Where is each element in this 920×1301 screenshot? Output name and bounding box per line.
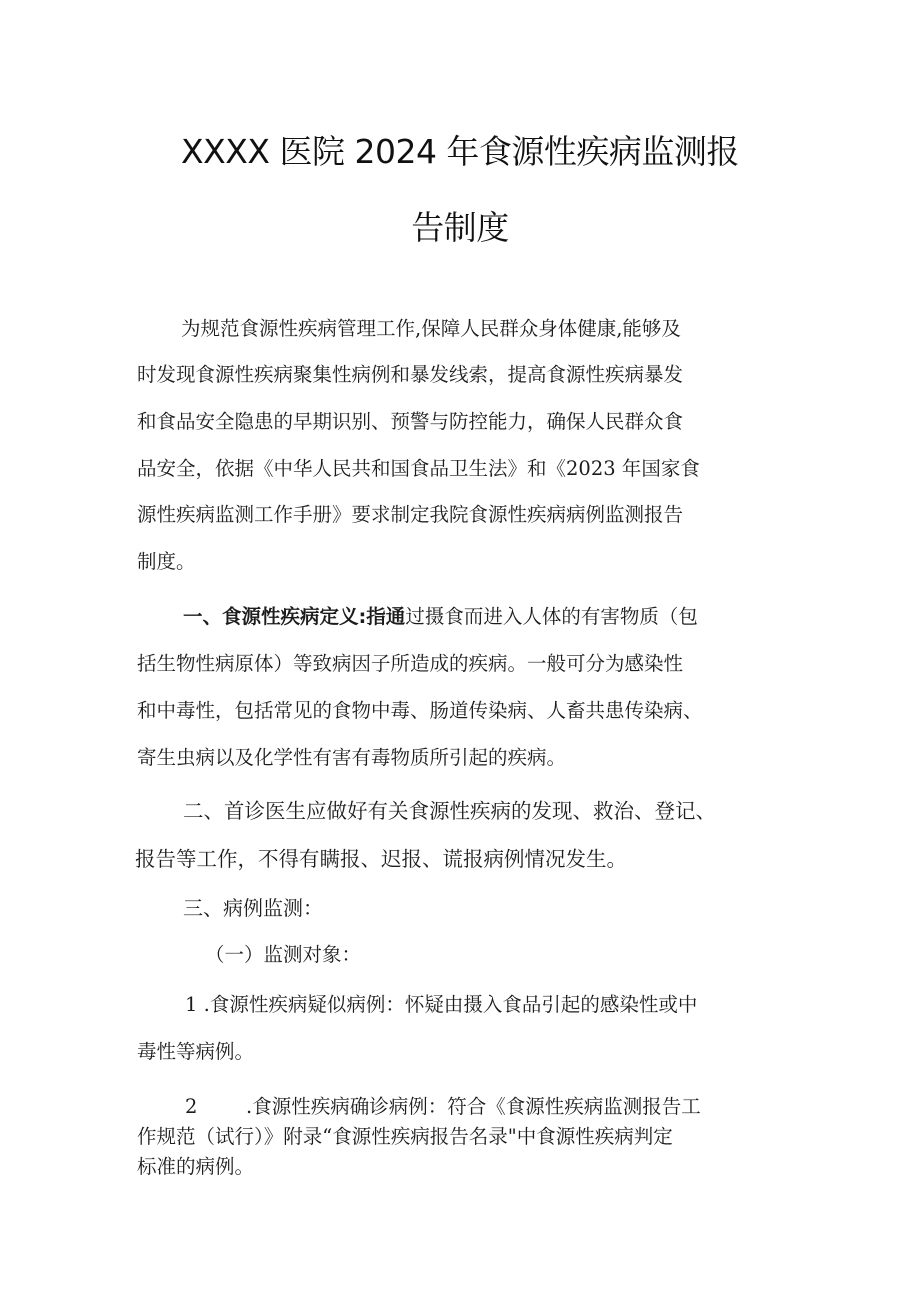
section1-line: 和中毒性，包括常见的食物中毒、肠道传染病、人畜共患传染病、 — [137, 699, 703, 722]
section2-line: 二、首诊医生应做好有关食源性疾病的发现、救治、登记、 — [183, 799, 716, 823]
item1-number: 1 — [185, 993, 198, 1016]
intro-line: 和食品安全隐患的早期识别、预警与防控能力，确保人民群众食 — [137, 410, 684, 433]
intro-line: 为规范食源性疾病管理工作,保障人民群众身体健康,能够及 — [181, 317, 681, 340]
section1-line: 寄生虫病以及化学性有害有毒物质所引起的疾病。 — [137, 746, 567, 769]
section3-heading: 三、病例监测： — [183, 896, 323, 920]
item2-number: 2 — [185, 1095, 198, 1118]
section1-heading: 一、食源性疾病定义:指通 — [183, 605, 406, 628]
document-title-line1: XXXX 医院 2024 年食源性疾病监测报 — [181, 132, 739, 171]
intro-line: 制度。 — [137, 550, 196, 573]
section2-line: 报告等工作，不得有瞒报、迟报、谎报病例情况发生。 — [135, 847, 627, 871]
item1-first-line — [185, 991, 697, 1019]
section1-line: 括生物性病原体）等致病因子所造成的疾病。一般可分为感染性 — [137, 652, 684, 675]
item2-line: .食源性疾病确诊病例：符合《食源性疾病监测报告工 — [246, 1095, 701, 1118]
section1-line1-rest: 过摄食而进入人体的有害物质（包 — [405, 605, 698, 628]
item1-text: .食源性疾病疑似病例：怀疑由摄入食品引起的感染性或中 — [203, 993, 698, 1016]
section1-first-line — [183, 603, 698, 631]
intro-line: 品安全，依据《中华人民共和国食品卫生法》和《2023 年国家食 — [137, 457, 700, 480]
intro-line: 时发现食源性疾病聚集性病例和暴发线索，提高食源性疾病暴发 — [137, 363, 684, 386]
section3-sub1: （一）监测对象： — [205, 943, 362, 966]
item2-line: 作规范（试行）》附录“食源性疾病报告名录"中食源性疾病判定 — [137, 1125, 673, 1148]
intro-line: 源性疾病监测工作手册》要求制定我院食源性疾病病例监测报告 — [137, 503, 684, 526]
item2-line: 标准的病例。 — [137, 1155, 255, 1178]
document-title-line2: 告制度 — [411, 208, 509, 247]
item1-line: 毒性等病例。 — [137, 1040, 255, 1063]
